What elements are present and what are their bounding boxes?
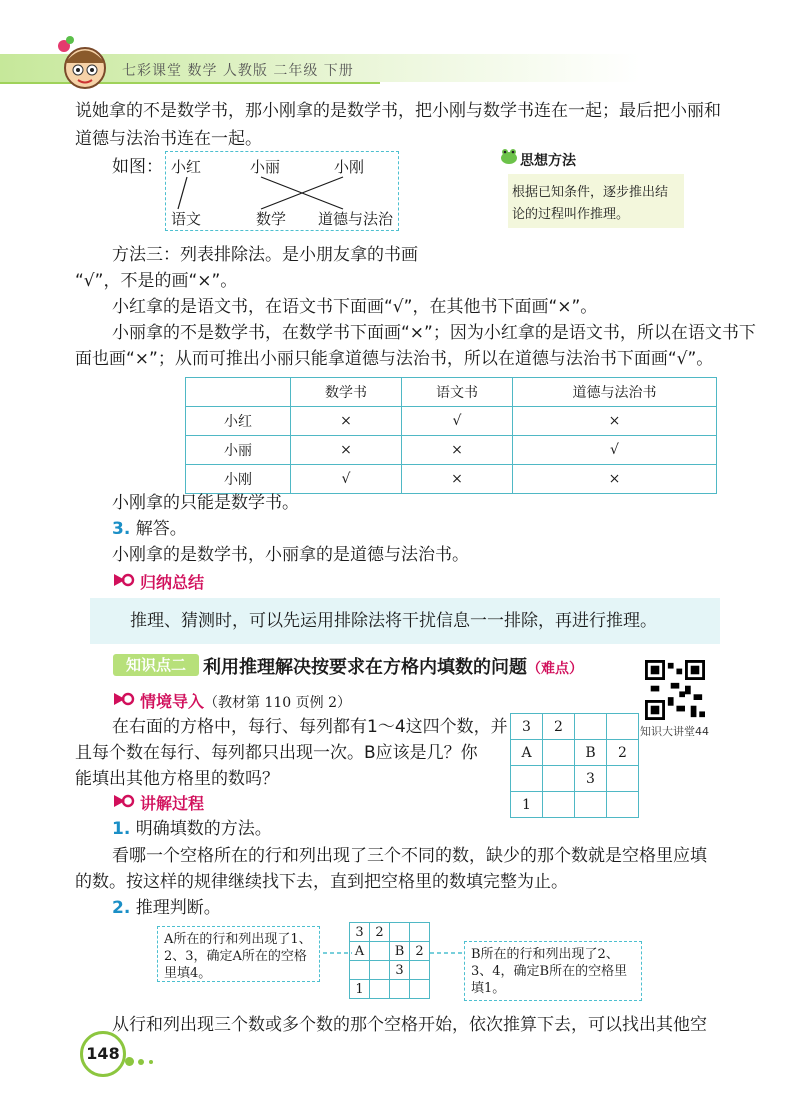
grid-cell (370, 942, 390, 961)
step2 (112, 897, 221, 919)
elimination-table (185, 377, 717, 494)
process-heading: 讲解过程 (140, 794, 205, 813)
grid-cell (410, 980, 430, 999)
table-header: 语文书 (402, 378, 513, 407)
table-cell: × (513, 407, 717, 436)
table-cell: √ (402, 407, 513, 436)
scenario-line: 能填出其他方格里的数吗？ (75, 769, 279, 789)
scenario-title: 情境导入 (140, 692, 205, 711)
grid-cell (370, 961, 390, 980)
grid-cell (370, 980, 390, 999)
grid-cell: 2 (370, 923, 390, 942)
method-line: 方法三：列表排除法。是小朋友拿的书画 (112, 245, 418, 265)
decor-dot (125, 1057, 134, 1066)
reasoning-grid (349, 922, 430, 999)
para-line: 说她拿的不是数学书，那小刚拿的是数学书，把小刚与数学书连在一起；最后把小丽和 (75, 101, 721, 121)
note-a: A所在的行和列出现了1、2、3，确定A所在的空格里填4。 (157, 926, 320, 982)
book-morality: 道德与法治 (318, 210, 394, 228)
process-final: 从行和列出现三个数或多个数的那个空格开始，依次推算下去，可以找出其他空 (112, 1015, 707, 1035)
table-cell: × (291, 436, 402, 465)
arrow-bullet-icon (113, 793, 135, 809)
table-cell: √ (513, 436, 717, 465)
note-b: B所在的行和列出现了2、3、4，确定B所在的空格里填1。 (464, 941, 642, 1001)
para-line: 道德与法治书连在一起。 (75, 129, 262, 149)
grid-cell: 3 (390, 961, 410, 980)
table-cell: √ (291, 465, 402, 494)
conclusion-line: 小刚拿的是数学书，小丽拿的是道德与法治书。 (112, 545, 469, 565)
step-label: 推理判断。 (135, 898, 221, 918)
table-cell: 小红 (186, 407, 291, 436)
mascot-icon (50, 28, 120, 98)
grid-cell (350, 961, 370, 980)
process-line: 的数。按这样的规律继续找下去，直到把空格里的数填完整为止。 (75, 872, 568, 892)
number-grid (510, 713, 639, 818)
step1 (112, 818, 272, 840)
person-xiaogang: 小刚 (334, 158, 365, 176)
book-chinese: 语文 (171, 210, 202, 228)
table-cell: 小丽 (186, 436, 291, 465)
grid-cell: 3 (350, 923, 370, 942)
grid-cell: A (350, 942, 370, 961)
kp-title-text: 利用推理解决按要求在方格内填数的问题 (203, 657, 527, 678)
header-bar (0, 54, 800, 82)
grid-cell: B (390, 942, 410, 961)
step3 (112, 518, 187, 540)
grid-cell: 2 (410, 942, 430, 961)
table-header: 数学书 (291, 378, 402, 407)
grid-cell: A (511, 740, 543, 766)
decor-dot (138, 1059, 144, 1065)
table-cell: × (513, 465, 717, 494)
method-line: 面也画“×”；从而可推出小丽只能拿道德与法治书，所以在道德与法治书下面画“√”。 (75, 349, 714, 369)
process-line: 看哪一个空格所在的行和列出现了三个不同的数，缺少的那个数就是空格里应填 (112, 846, 707, 866)
step-number: 1. (112, 819, 131, 839)
step-number: 3. (112, 519, 131, 539)
grid-cell (511, 766, 543, 792)
method-line: 小丽拿的不是数学书，在数学书下面画“×”；因为小红拿的是语文书，所以在语文书下 (112, 323, 756, 343)
scenario-heading (140, 689, 351, 712)
grid-cell (575, 714, 607, 740)
conclusion-line: 小刚拿的只能是数学书。 (112, 493, 299, 513)
knowledge-point-title (203, 653, 583, 679)
decor-dot (149, 1060, 153, 1064)
summary-text: 推理、猜测时，可以先运用排除法将干扰信息一一排除，再进行推理。 (130, 611, 657, 631)
grid-cell (543, 766, 575, 792)
table-cell: 小刚 (186, 465, 291, 494)
scenario-line: 且每个数在每行、每列都只出现一次。B应该是几？你 (75, 743, 478, 763)
table-cell: × (402, 465, 513, 494)
grid-cell: B (575, 740, 607, 766)
method-line: “√”，不是的画“×”。 (75, 271, 238, 291)
scenario-line: 在右面的方格中，每行、每列都有1～4这四个数，并 (112, 717, 508, 737)
grid-cell (543, 740, 575, 766)
page-number: 148 (80, 1031, 126, 1077)
grid-cell (390, 980, 410, 999)
frog-icon (499, 146, 519, 166)
method-line: 小红拿的是语文书，在语文书下面画“√”，在其他书下面画“×”。 (112, 297, 598, 317)
grid-cell: 1 (350, 980, 370, 999)
grid-cell (607, 766, 639, 792)
grid-cell: 3 (575, 766, 607, 792)
book-math: 数学 (256, 210, 287, 228)
qr-label: 知识大讲堂44 (640, 725, 709, 738)
tip-title: 思想方法 (520, 153, 576, 169)
grid-cell (575, 792, 607, 818)
arrow-bullet-icon (113, 691, 135, 707)
grid-cell: 3 (511, 714, 543, 740)
table-cell: × (402, 436, 513, 465)
grid-cell (607, 714, 639, 740)
difficulty-badge: （难点） (527, 661, 583, 677)
grid-cell (410, 923, 430, 942)
arrow-bullet-icon (113, 572, 135, 588)
figure-label: 如图： (112, 157, 163, 177)
table-header (186, 378, 291, 407)
summary-heading: 归纳总结 (140, 573, 205, 592)
grid-cell: 2 (607, 740, 639, 766)
table-cell: × (291, 407, 402, 436)
grid-cell: 1 (511, 792, 543, 818)
step-number: 2. (112, 898, 131, 918)
qr-code-icon[interactable] (645, 660, 705, 720)
person-xiaoli: 小丽 (250, 158, 281, 176)
step-label: 明确填数的方法。 (135, 819, 272, 839)
grid-cell (410, 961, 430, 980)
header-title: 七彩课堂 数学 人教版 二年级 下册 (122, 63, 354, 79)
grid-cell (607, 792, 639, 818)
textbook-ref: （教材第 110 页例 2） (204, 695, 351, 711)
grid-cell (390, 923, 410, 942)
knowledge-point-tag: 知识点二 (113, 654, 199, 676)
grid-cell (543, 792, 575, 818)
step-label: 解答。 (135, 519, 187, 539)
person-xiaohong: 小红 (171, 158, 202, 176)
tip-text: 根据已知条件，逐步推出结论的过程叫作推理。 (512, 185, 669, 222)
table-header: 道德与法治书 (513, 378, 717, 407)
grid-cell: 2 (543, 714, 575, 740)
